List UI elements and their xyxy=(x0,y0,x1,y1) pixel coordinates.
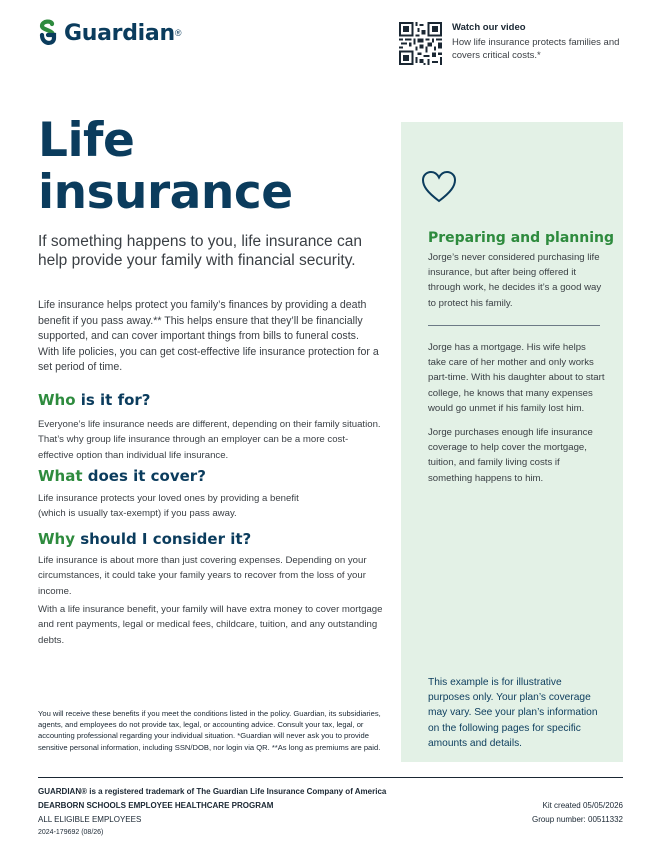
footer-code: 2024-179692 (08/26) xyxy=(38,829,104,836)
fine-print: You will receive these benefits if you meet the conditions listed in the policy. Guardian, its subsidiaries, agents, and employees do not provide tax, legal, or accounting advice. Consult your tax, legal, or accounting professional regarding your individual situation. *Guardian will never ask you to provide sensitive personal information, including SSN/DOB, nor login via QR. **As long as premiums are paid. xyxy=(38,709,381,752)
panel-divider xyxy=(428,325,600,326)
video-description: How life insurance protects families and covers critical costs.* xyxy=(452,37,620,61)
panel-paragraph: Jorge’s never considered purchasing life insurance, but after being offered it through work, he decides it’s a good way to protect his family. xyxy=(428,252,602,309)
footer-kit-created: Kit created 05/05/2026 xyxy=(542,801,623,810)
section-heading-what xyxy=(38,467,206,485)
footer-divider xyxy=(38,777,623,778)
section-paragraph: Life insurance is about more than just covering expenses. Depending on your circumstances, it could take your family years to recover from the loss of your income. xyxy=(38,555,367,597)
section-heading-accent: What xyxy=(38,467,83,485)
qr-code-icon[interactable] xyxy=(399,22,442,65)
footer-program: DEARBORN SCHOOLS EMPLOYEE HEALTHCARE PROGRAM xyxy=(38,801,274,810)
section-heading-accent: Why xyxy=(38,530,76,548)
heart-icon xyxy=(421,170,457,204)
guardian-logo-icon xyxy=(38,19,58,47)
section-heading-text: does it cover? xyxy=(82,467,206,485)
footer-group-number: Group number: 00511332 xyxy=(531,815,623,824)
panel-disclaimer: This example is for illustrative purposes only. Your plan’s coverage may vary. See your plan’s information on the following pages for specific amounts and details. xyxy=(428,677,598,749)
logo-trademark: ® xyxy=(174,28,182,38)
guardian-logo xyxy=(38,18,181,48)
lead-paragraph: If something happens to you, life insurance can help provide your family with financial security. xyxy=(38,233,362,269)
section-heading-text: is it for? xyxy=(75,391,151,409)
panel-paragraph: Jorge has a mortgage. His wife helps take care of her mother and only works part-time. With his daughter about to start college, he knows that many expenses would go unmet if his family lost him. xyxy=(428,342,605,414)
section-paragraph: Everyone’s life insurance needs are different, depending on their family situation. That’s why group life insurance through an employer can be a more cost-effective option than individual life insurance. xyxy=(38,419,381,461)
logo-wordmark: Guardian xyxy=(64,20,175,46)
section-heading-text: should I consider it? xyxy=(75,530,252,548)
section-paragraph: Life insurance protects your loved ones by providing a benefit (which is usually tax-exempt) if you pass away. xyxy=(38,493,299,520)
section-paragraph: With a life insurance benefit, your family will have extra money to cover mortgage and rent payments, legal or medical fees, childcare, tuition, and any outstanding debts. xyxy=(38,604,383,646)
panel-heading: Preparing and planning xyxy=(428,230,614,246)
section-heading-accent: Who xyxy=(38,391,76,409)
page-title-line2: insurance xyxy=(38,165,293,220)
section-heading-who xyxy=(38,391,151,409)
footer-eligibility: ALL ELIGIBLE EMPLOYEES xyxy=(38,815,142,824)
page-title-line1: Life xyxy=(38,113,135,168)
intro-paragraph: Life insurance helps protect you family’s finances by providing a death benefit if you pass away.** This helps ensure that they’ll be financially supported, and can cover important things from bills to funeral costs. With life policies, you can get cost-effective life insurance protection for a set period of time. xyxy=(38,299,379,374)
video-title: Watch our video xyxy=(452,22,526,33)
panel-paragraph: Jorge purchases enough life insurance coverage to help cover the mortgage, tuition, and family living costs if something happens to him. xyxy=(428,427,593,484)
section-heading-why xyxy=(38,530,251,548)
footer-trademark: GUARDIAN® is a registered trademark of The Guardian Life Insurance Company of America xyxy=(38,787,387,796)
page-title xyxy=(38,115,293,219)
